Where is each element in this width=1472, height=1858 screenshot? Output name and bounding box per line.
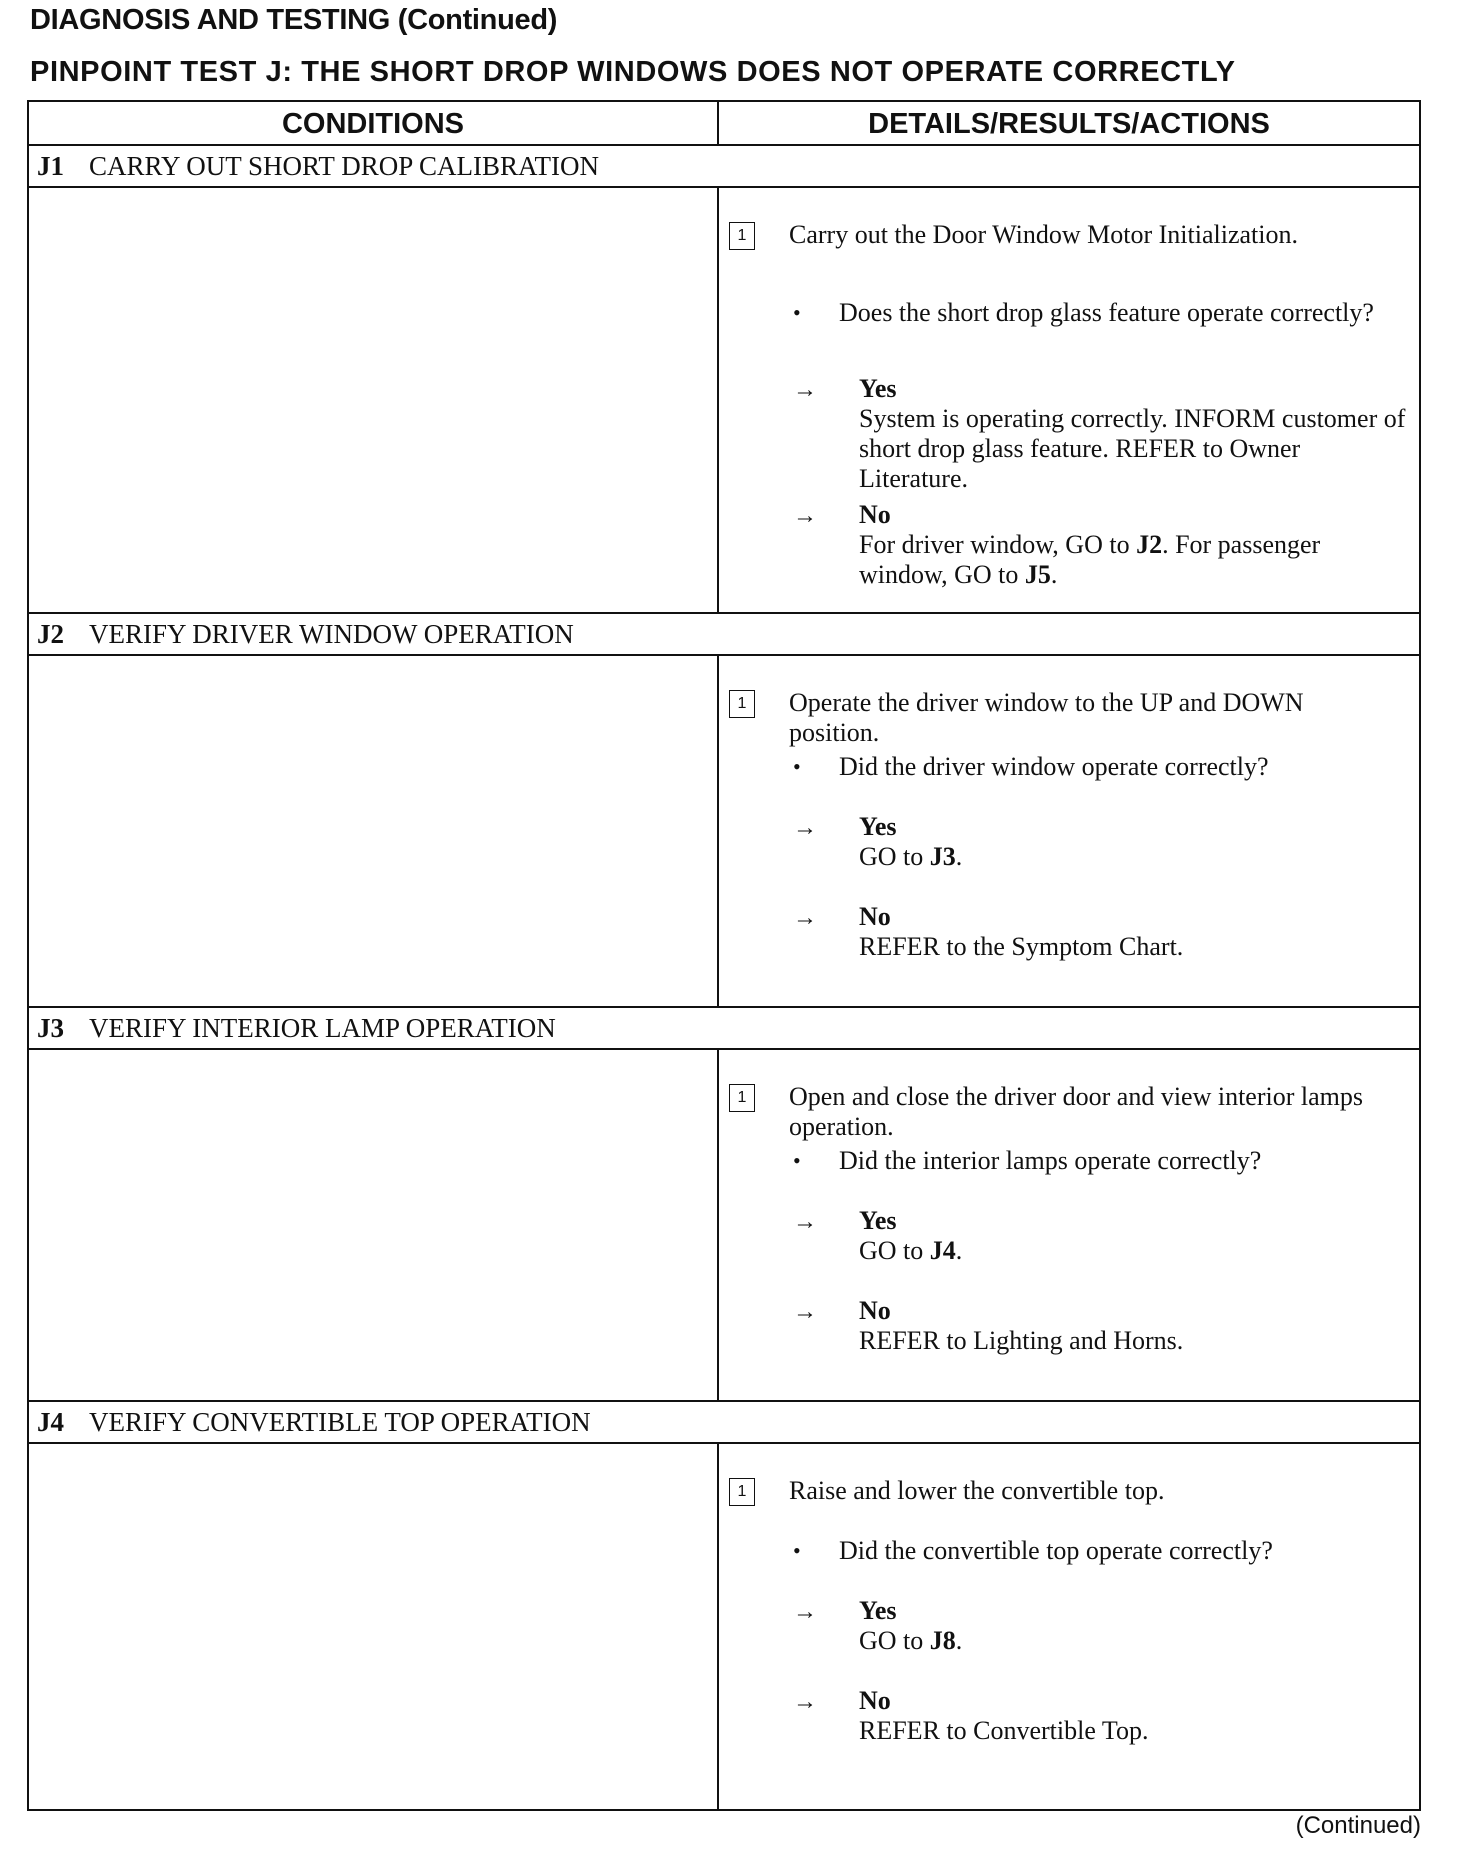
yes-label: Yes [859,812,897,841]
details-header: DETAILS/RESULTS/ACTIONS [868,108,1270,140]
step-details-j2 [729,656,1409,1006]
step-details-j1 [729,188,1409,612]
step-details-j3 [729,1050,1409,1400]
bullet-icon: • [793,300,801,325]
step-instruction: Raise and lower the convertible top. [789,1476,1165,1505]
step-question: Did the driver window operate correctly? [839,752,1269,781]
step-instruction: Operate the driver window to the UP and DOWN position. [789,688,1304,747]
arrow-right-icon: → [793,905,817,931]
no-result [859,1686,1409,1746]
continued-note: (Continued) [1295,1812,1421,1839]
step-checkbox: 1 [729,1478,755,1506]
step-id: J3 [37,1013,64,1043]
bullet-icon: • [793,1538,801,1563]
no-action: For driver window, GO to J2. For passenger window, GO to J5. [859,530,1321,589]
arrow-right-icon: → [793,377,817,403]
no-result [859,500,1409,590]
yes-result [859,1596,1409,1656]
yes-label: Yes [859,374,897,403]
step-header-j4 [37,1402,591,1442]
step-title: CARRY OUT SHORT DROP CALIBRATION [89,151,599,181]
arrow-right-icon: → [793,503,817,529]
page-title: DIAGNOSIS AND TESTING (Continued) [30,4,558,36]
yes-result [859,1206,1409,1266]
yes-action: GO to J3. [859,842,963,871]
step-checkbox: 1 [729,222,755,250]
column-divider [717,1444,719,1811]
bullet-icon: • [793,1148,801,1173]
column-divider [717,102,719,146]
step-header-j2 [37,614,574,654]
step-title: VERIFY CONVERTIBLE TOP OPERATION [89,1407,591,1437]
no-result [859,1296,1409,1356]
bullet-icon: • [793,754,801,779]
step-question: Did the convertible top operate correctly? [839,1536,1273,1565]
step-checkbox: 1 [729,690,755,718]
no-result [859,902,1409,962]
arrow-right-icon: → [793,1689,817,1715]
no-label: No [859,1686,891,1715]
column-divider [717,656,719,1006]
arrow-right-icon: → [793,1299,817,1325]
step-id: J4 [37,1407,64,1437]
arrow-right-icon: → [793,1209,817,1235]
step-header-j1 [37,146,599,186]
yes-result [859,812,1409,872]
no-action: REFER to the Symptom Chart. [859,932,1184,961]
pinpoint-test-title: PINPOINT TEST J: THE SHORT DROP WINDOWS DOES NOT OPERATE CORRECTLY [30,56,1236,88]
step-title: VERIFY DRIVER WINDOW OPERATION [89,619,574,649]
column-divider [717,188,719,612]
yes-label: Yes [859,1596,897,1625]
no-label: No [859,902,891,931]
step-details-j4 [729,1444,1409,1811]
yes-action: GO to J8. [859,1626,963,1655]
step-id: J1 [37,151,64,181]
step-question: Did the interior lamps operate correctly? [839,1146,1262,1175]
step-instruction: Carry out the Door Window Motor Initialization. [789,220,1298,249]
no-label: No [859,1296,891,1325]
arrow-right-icon: → [793,1599,817,1625]
pinpoint-test-table [27,100,1421,1811]
no-action: REFER to Convertible Top. [859,1716,1149,1745]
yes-action: GO to J4. [859,1236,963,1265]
yes-action: System is operating correctly. INFORM customer of short drop glass feature. REFER to Owner Literature. [859,404,1406,493]
conditions-header: CONDITIONS [281,108,465,140]
step-title: VERIFY INTERIOR LAMP OPERATION [89,1013,556,1043]
step-id: J2 [37,619,64,649]
step-question: Does the short drop glass feature operate correctly? [839,298,1374,327]
yes-result [859,374,1409,494]
yes-label: Yes [859,1206,897,1235]
no-action: REFER to Lighting and Horns. [859,1326,1184,1355]
no-label: No [859,500,891,529]
step-instruction: Open and close the driver door and view interior lamps operation. [789,1082,1363,1141]
column-divider [717,1050,719,1400]
step-checkbox: 1 [729,1084,755,1112]
arrow-right-icon: → [793,815,817,841]
step-header-j3 [37,1008,556,1048]
